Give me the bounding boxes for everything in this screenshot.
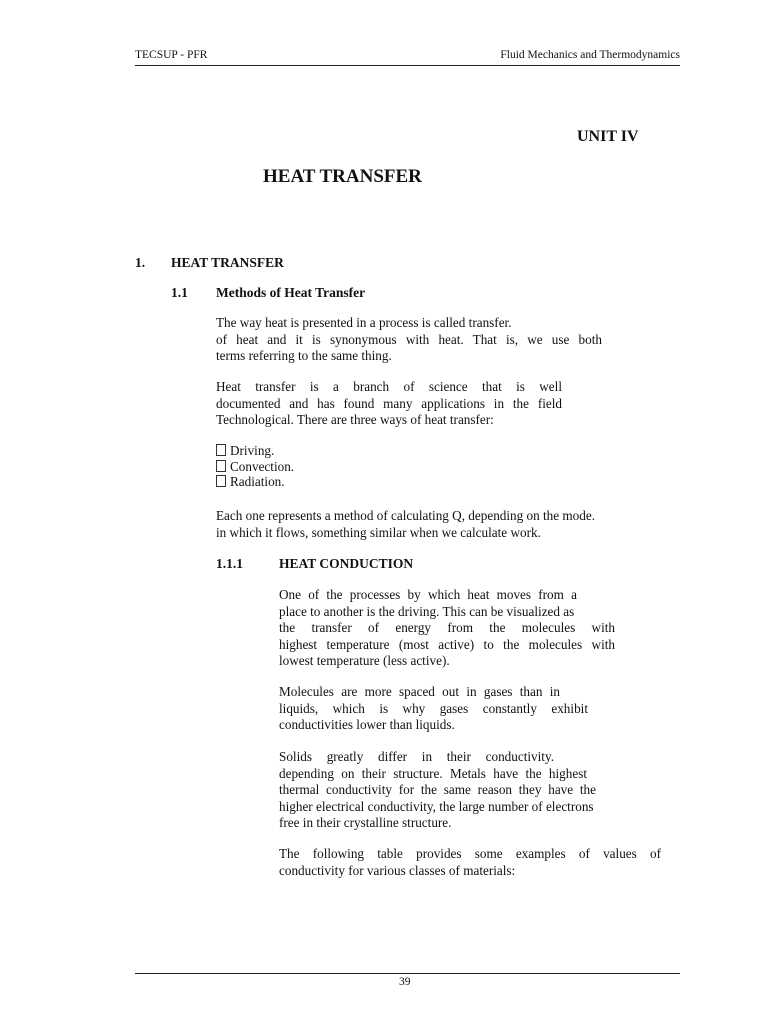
page-title: HEAT TRANSFER [263,166,422,187]
paragraph-line: higher electrical conductivity, the large number of electrons [279,798,594,814]
paragraph-line: conductivity for various classes of materials: [279,862,516,878]
paragraph-line: Heat transfer is a branch of science that is well [216,379,562,394]
paragraph-line: One of the processes by which heat moves from a [279,587,577,602]
unit-label: UNIT IV [577,128,639,145]
section-1-1-number: 1.1 [171,285,188,300]
heat-transfer-methods-list [216,443,294,490]
paragraph-2 [216,379,562,429]
footer-rule [135,973,680,974]
paragraph-line: the transfer of energy from the molecules with [279,620,615,635]
paragraph-line: conductivities lower than liquids. [279,717,455,732]
paragraph-5 [279,684,588,734]
paragraph-line: Each one represents a method of calculating Q, depending on the mode. [216,508,596,523]
box-bullet-icon [216,444,226,456]
page-number: 39 [399,976,411,988]
paragraph-line: in which it flows, something similar when we calculate work. [216,524,541,540]
section-1-title: HEAT TRANSFER [171,255,284,270]
list-item: Radiation. [216,474,294,490]
header-left: TECSUP - PFR [135,49,208,61]
paragraph-line: Molecules are more spaced out in gases than in [279,684,560,699]
list-item: Driving. [216,443,294,459]
section-1-1-title: Methods of Heat Transfer [216,285,366,300]
header-right: Fluid Mechanics and Thermodynamics [500,49,680,61]
paragraph-line: The following table provides some examples of values of [279,846,661,861]
paragraph-1 [216,315,602,365]
paragraph-line: documented and has found many applications in the field [216,395,562,411]
paragraph-3 [216,508,595,541]
paragraph-line: place to another is the driving. This can be visualized as [279,603,575,619]
paragraph-line: terms referring to the same thing. [216,348,392,363]
section-1-1-1-title: HEAT CONDUCTION [279,556,414,571]
paragraph-line: thermal conductivity for the same reason they have the [279,782,596,797]
paragraph-4 [279,587,615,670]
paragraph-line: free in their crystalline structure. [279,815,452,830]
paragraph-line: of heat and it is synonymous with heat. That is, we use both [216,331,602,347]
box-bullet-icon [216,460,226,472]
paragraph-line: Technological. There are three ways of heat transfer: [216,412,494,427]
paragraph-line: The way heat is presented in a process is called transfer. [216,315,512,330]
paragraph-line: lowest temperature (less active). [279,653,450,668]
header-rule [135,65,680,66]
paragraph-line: liquids, which is why gases constantly exhibit [279,700,588,716]
box-bullet-icon [216,475,226,487]
paragraph-line: Solids greatly differ in their conductivity. [279,749,554,764]
paragraph-line: depending on their structure. Metals have the highest [279,765,587,781]
paragraph-6 [279,749,619,832]
section-1-1-1-number: 1.1.1 [216,556,243,571]
paragraph-line: highest temperature (most active) to the molecules with [279,636,615,652]
list-item: Convection. [216,459,294,475]
paragraph-7 [279,846,661,879]
section-1-number: 1. [135,255,146,270]
